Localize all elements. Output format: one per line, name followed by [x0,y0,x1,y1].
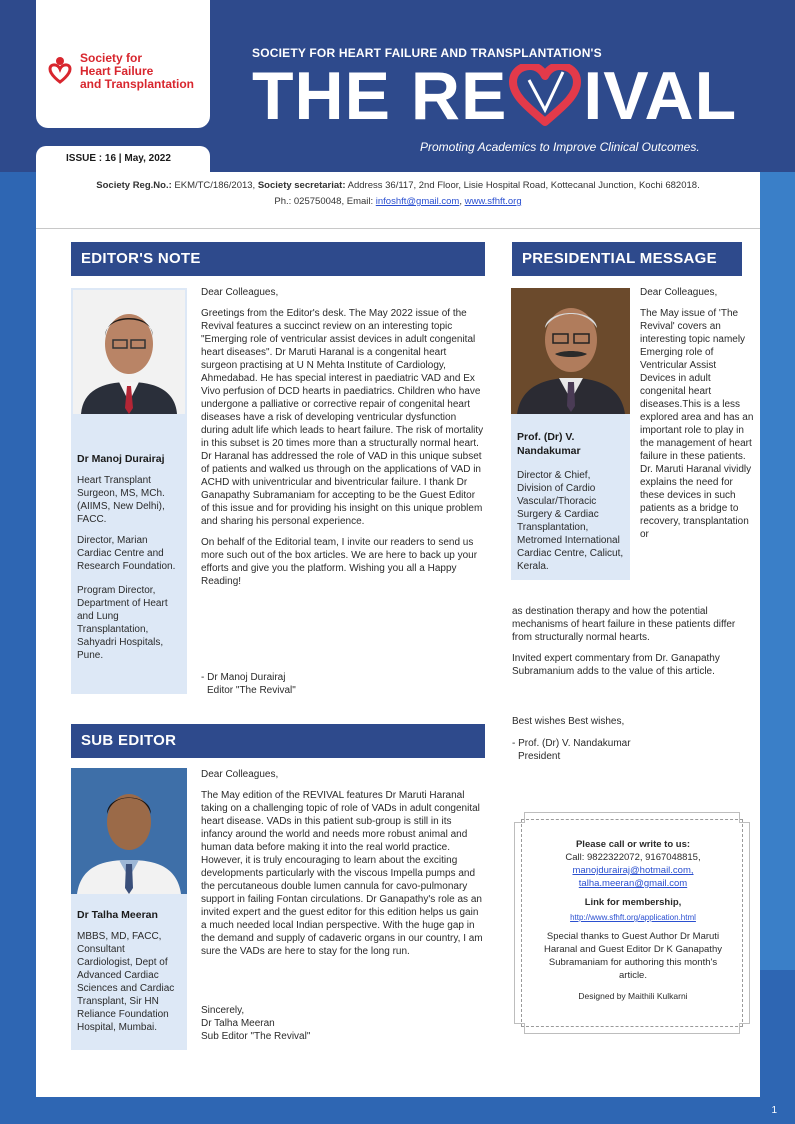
contact-box [514,812,750,1034]
president-photo [511,288,630,414]
editor-name: Dr Manoj Durairaj [77,453,165,465]
contact-box-inner [521,819,743,1027]
editor-portrait-icon [73,290,185,414]
logo-text [80,52,210,91]
designer-credit: Designed by Maithili Kulkarni [578,991,688,1001]
tagline: Promoting Academics to Improve Clinical Outcomes. [420,140,700,154]
paragraph: The May edition of the REVIVAL features Dr Maruti Haranal taking on a challenging topic of role of VADs in adult congenital heart disease. VADs in this patient sub-group is still in its infancy around the world and needs more robust animal and human data before making it into the real world practice. However, it is truly encouraging to learn about the exciting developments particularly with the viscous Impella pumps and the percutaneous double lumen cannula for cavo-pulmonary support in failing Fontan circulations. Dr Ganapathy's role as an invited expert and the guest editor for this edition helps us gain a much needed local Indian perspective. With the huge gap in the demand and supply of cadaveric organs in our country, I am sure the VADs are here to stay for the long run. [201,790,483,957]
contact-content [528,838,738,1003]
paragraph: Greetings from the Editor's desk. The May 2022 issue of the Revival features a succinct review on an interesting topic "Emerging role of ventricular assist devices in adult congenital heart diseases". Dr Maruti Haranal is a congenital heart surgeon practising at U N Mehta Institute of Cardiology, Ahmedabad. He has special interest in paediatric VAD and Ex Vivo perfusion of DCD hearts in paediatrics. Children who have undergone a palliative or corrective repair of congenital heart diseases have a risk of developing ventricular dysfunction during adult life which leads to heart failure. The risk of mortality in this subset is 20 times more than a structurally normal heart. Dr Haranal has addressed the role of VAD in this unique subset of patients and walked us through on the applications of VAD in ACHD with univentricular and biventricular failure. I thank Dr Ganapathy Subramaniam for accepting to be the Guest Editor of this issue and for providing his insight on this unique problem and sharing his personal experience. [201,308,484,527]
contact-email-link[interactable]: manojdurairaj@hotmail.com, [572,865,694,876]
sub-editor-photo [71,768,187,894]
logo-line: Heart Failure [80,64,154,78]
paragraph: On behalf of the Editorial team, I invite our readers to send us more such out of the box articles. We are here to back up your efforts and give you the platform. Wishing you all a Happy Reading! [201,537,478,587]
sub-editor-heading: SUB EDITOR [71,724,485,758]
logo-box [36,0,210,128]
sub-editor-body [201,768,484,966]
paragraph: The May issue of 'The Revival' covers an interesting topic namely Emerging role of Ventricular Assist Devices in adult congenital heart diseases.This is a less explored area and has an important role to play in the management of heart failure in these patients. Dr. Maruti Haranal vividly explains the need for these devices in such patients as a bridge to recovery, transplantation or [640,308,754,540]
membership-link[interactable]: http://www.sfhft.org/application.html [570,913,696,922]
footer-bar [0,1097,795,1124]
presidential-signature [512,737,750,763]
sub-editor-signature [201,1004,401,1043]
signature-line: - Dr Manoj Durairaj [201,672,286,683]
signature-line: President [518,751,561,762]
heart-v-icon [509,64,581,126]
contact-phone: Call: 9822322072, 9167048815, [565,852,701,863]
presidential-closing: Best wishes Best wishes, [512,716,625,727]
website-link[interactable]: www.sfhft.org [464,196,522,207]
membership-heading: Link for membership, [584,897,682,908]
masthead-kicker: SOCIETY FOR HEART FAILURE AND TRANSPLANTATION'S [252,46,602,60]
editors-note-heading: EDITOR'S NOTE [71,242,485,276]
society-logo-icon [46,55,74,85]
sub-editor-name: Dr Talha Meeran [77,909,158,921]
registration-info [36,178,760,210]
masthead [0,0,795,172]
logo-line: and Transplantation [80,77,195,91]
issue-number: ISSUE : 16 | May, 2022 [66,153,171,164]
secretariat-label: Society secretariat: [257,180,346,191]
title-part: THE RE [252,58,508,134]
left-border [0,172,36,1124]
acknowledgement: Special thanks to Guest Author Dr Maruti Haranal and Guest Editor Dr K Ganapathy Subramaniam for authoring this month's article. [544,931,722,981]
editor-credentials-3: Program Director, Department of Heart and Lung Transplantation, Sahyadri Hospitals, Pune. [77,585,168,661]
signature-line: - Prof. (Dr) V. Nandakumar [512,738,631,749]
contact-heading: Please call or write to us: [575,839,691,850]
signature-line: Editor "The Revival" [207,685,296,696]
secretariat-value: Address 36/117, 2nd Floor, Lisie Hospital Road, Kottecanal Junction, Kochi 682018. [345,180,700,191]
contact-line [36,194,760,210]
divider [36,228,760,229]
editors-note-signature [201,671,401,697]
title-part: IVAL [583,58,738,134]
president-portrait-icon [511,288,630,414]
email-link[interactable]: infoshft@gmail.com [375,196,460,207]
president-credentials: Director & Chief, Division of Cardio Vascular/Thoracic Surgery & Cardiac Transplantation, Metromed International Cardiac Centre, Calicut, Kerala. [517,470,624,572]
signature-line: Dr Talha Meeran [201,1018,275,1029]
president-name: Prof. (Dr) V. Nandakumar [517,431,581,457]
editors-note-body [201,286,484,596]
issue-tab [36,146,210,172]
contact-email-link[interactable]: talha.meeran@gmail.com [578,878,688,889]
reg-label: Society Reg.No.: [96,180,172,191]
registration-line [36,178,760,194]
logo-line: Society for [80,51,143,65]
phone-text: Ph.: 025750048, Email: [274,196,376,207]
page-number: 1 [771,1105,777,1116]
editor-credentials-2: Director, Marian Cardiac Centre and Research Foundation. [77,535,176,572]
presidential-narrow-text [640,286,754,541]
paragraph: Invited expert commentary from Dr. Ganapathy Subramanium adds to the value of this article. [512,653,720,677]
presidential-wide-text [512,605,750,686]
separator: , [459,196,465,207]
editor-credentials-1: Heart Transplant Surgeon, MS, MCh. (AIIMS, New Delhi), FACC. [77,475,165,525]
sub-editor-credentials: MBBS, MD, FACC, Consultant Cardiologist, Dept of Advanced Cardiac Sciences and Cardiac Transplant, Sir HN Reliance Foundation Hospital, Mumbai. [77,931,175,1033]
greeting: Dear Colleagues, [640,287,718,298]
paragraph: as destination therapy and how the potential mechanisms of heart failure in these patients differ from structurally normal hearts. [512,606,736,643]
presidential-message-heading: PRESIDENTIAL MESSAGE [512,242,742,276]
greeting: Dear Colleagues, [201,769,279,780]
reg-value: EKM/TC/186/2013, [171,180,258,191]
signature-line: Sincerely, [201,1005,245,1016]
greeting: Dear Colleagues, [201,287,279,298]
editor-photo [73,290,185,414]
sub-editor-portrait-icon [71,768,187,894]
masthead-title [252,56,737,136]
signature-line: Sub Editor "The Revival" [201,1031,311,1042]
